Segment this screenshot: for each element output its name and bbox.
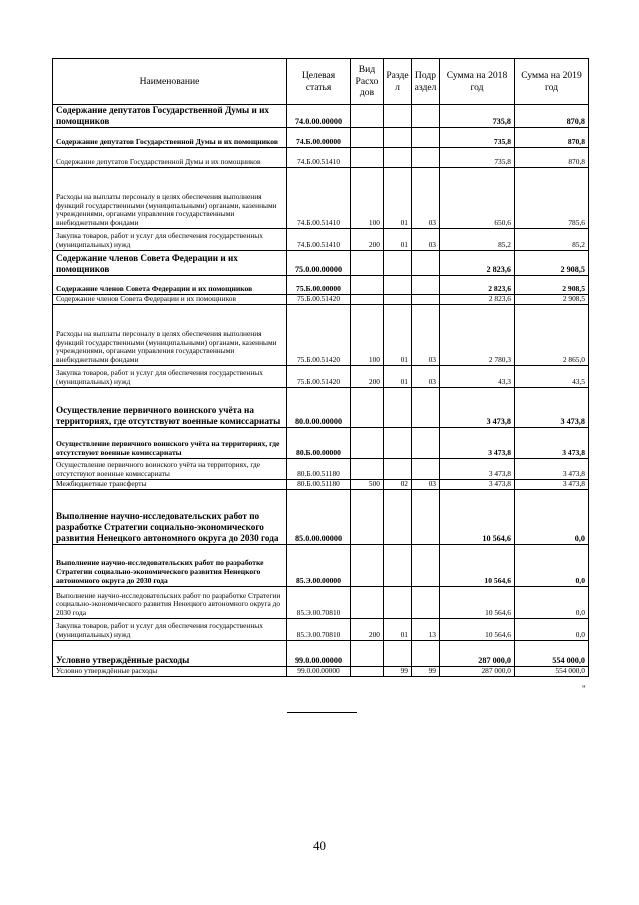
row-section: 02	[384, 479, 412, 489]
table-row	[53, 479, 589, 489]
row-type	[351, 250, 384, 275]
row-name: Осуществление первичного воинского учёта на территориях, где отсутствуют военные комиссариаты	[53, 427, 287, 458]
row-section	[384, 147, 412, 167]
row-sum-2018: 2 780,3	[440, 304, 515, 365]
row-sum-2019: 870,8	[515, 127, 589, 147]
row-sum-2018: 287 000,0	[440, 666, 515, 676]
row-target: 80.Б.00.00000	[287, 427, 351, 458]
row-section: 01	[384, 304, 412, 365]
row-type: 100	[351, 167, 384, 228]
row-type	[351, 666, 384, 676]
row-subsection	[412, 294, 440, 304]
row-name: Закупка товаров, работ и услуг для обеспечения государственных (муниципальных) нужд	[53, 365, 287, 387]
row-sum-2019: 870,8	[515, 105, 589, 128]
row-subsection	[412, 544, 440, 586]
table-row	[53, 458, 589, 479]
row-section	[384, 427, 412, 458]
row-sum-2018: 3 473,8	[440, 427, 515, 458]
row-section: 01	[384, 618, 412, 640]
row-sum-2018: 10 564,6	[440, 544, 515, 586]
row-type	[351, 544, 384, 586]
row-sum-2019: 870,8	[515, 147, 589, 167]
row-target: 74.Б.00.51410	[287, 147, 351, 167]
table-row	[53, 294, 589, 304]
row-sum-2019: 3 473,8	[515, 479, 589, 489]
row-name: Содержание депутатов Государственной Думы и их помощников	[53, 127, 287, 147]
row-sum-2018: 10 564,6	[440, 489, 515, 544]
row-sum-2019: 0,0	[515, 489, 589, 544]
row-type	[351, 105, 384, 128]
row-section	[384, 105, 412, 128]
row-name: Содержание членов Совета Федерации и их помощников	[53, 275, 287, 294]
row-section	[384, 640, 412, 666]
row-sum-2018: 3 473,8	[440, 479, 515, 489]
row-sum-2018: 2 823,6	[440, 294, 515, 304]
table-row	[53, 127, 589, 147]
header-row	[53, 59, 589, 105]
col-header-name: Наименование	[53, 59, 287, 105]
row-name: Закупка товаров, работ и услуг для обеспечения государственных (муниципальных) нужд	[53, 618, 287, 640]
row-target: 80.0.00.00000	[287, 387, 351, 427]
row-section: 01	[384, 228, 412, 250]
row-target: 75.Б.00.00000	[287, 275, 351, 294]
row-sum-2019: 2 908,5	[515, 275, 589, 294]
row-type	[351, 387, 384, 427]
row-subsection: 13	[412, 618, 440, 640]
row-section: 01	[384, 365, 412, 387]
row-target: 80.Б.00.51180	[287, 458, 351, 479]
row-sum-2018: 650,6	[440, 167, 515, 228]
table-row	[53, 387, 589, 427]
row-target: 74.Б.00.51410	[287, 228, 351, 250]
row-target: 85.Э.00.00000	[287, 544, 351, 586]
row-sum-2019: 43,5	[515, 365, 589, 387]
row-sum-2019: 3 473,8	[515, 458, 589, 479]
row-sum-2018: 2 823,6	[440, 250, 515, 275]
table-row	[53, 365, 589, 387]
row-sum-2018: 10 564,6	[440, 586, 515, 618]
row-type	[351, 427, 384, 458]
table-row	[53, 427, 589, 458]
end-of-table-mark: "	[582, 684, 586, 694]
row-target: 74.Б.00.51410	[287, 167, 351, 228]
row-name: Выполнение научно-исследовательских работ по разработке Стратегии социально-экономического развития Ненецкого автономного округа до 2030 года	[53, 586, 287, 618]
row-sum-2019: 0,0	[515, 586, 589, 618]
row-subsection	[412, 489, 440, 544]
row-sum-2018: 735,8	[440, 127, 515, 147]
row-target: 74.0.00.00000	[287, 105, 351, 128]
row-type	[351, 294, 384, 304]
row-name: Осуществление первичного воинского учёта на территориях, где отсутствуют военные комиссариаты	[53, 387, 287, 427]
row-subsection: 03	[412, 228, 440, 250]
row-subsection	[412, 250, 440, 275]
budget-table	[52, 58, 589, 677]
row-name: Выполнение научно-исследовательских работ по разработке Стратегии социально-экономического развития Ненецкого автономного округа до 2030 года	[53, 489, 287, 544]
row-subsection	[412, 640, 440, 666]
row-section	[384, 250, 412, 275]
row-sum-2018: 735,8	[440, 105, 515, 128]
row-name: Содержание членов Совета Федерации и их помощников	[53, 294, 287, 304]
row-type	[351, 489, 384, 544]
row-name: Закупка товаров, работ и услуг для обеспечения государственных (муниципальных) нужд	[53, 228, 287, 250]
row-section	[384, 294, 412, 304]
row-sum-2019: 0,0	[515, 544, 589, 586]
row-target: 85.Э.00.70810	[287, 586, 351, 618]
row-name: Расходы на выплаты персоналу в целях обеспечения выполнения функций государственными (муниципальными) органами, казенными учреждениями, органами управления государственными внебюджетными фондами	[53, 167, 287, 228]
table-row	[53, 275, 589, 294]
table-row	[53, 618, 589, 640]
row-subsection: 03	[412, 167, 440, 228]
page-number: 40	[313, 838, 326, 853]
row-type	[351, 127, 384, 147]
row-sum-2019: 785,6	[515, 167, 589, 228]
row-sum-2018: 85,2	[440, 228, 515, 250]
table-row	[53, 640, 589, 666]
row-subsection: 99	[412, 666, 440, 676]
col-header-subsection: Подр аздел	[412, 59, 440, 105]
row-name: Расходы на выплаты персоналу в целях обеспечения выполнения функций государственными (муниципальными) органами, казенными учреждениями, органами управления государственными внебюджетными фондами	[53, 304, 287, 365]
row-section	[384, 275, 412, 294]
row-sum-2019: 3 473,8	[515, 387, 589, 427]
row-name: Осуществление первичного воинского учёта на территориях, где отсутствуют военные комиссариаты	[53, 458, 287, 479]
row-name: Содержание членов Совета Федерации и их помощников	[53, 250, 287, 275]
table-row	[53, 304, 589, 365]
separator-line	[287, 712, 357, 713]
row-type: 500	[351, 479, 384, 489]
col-header-target: Целевая статья	[287, 59, 351, 105]
row-target: 75.Б.00.51420	[287, 304, 351, 365]
table-row	[53, 167, 589, 228]
row-sum-2019: 3 473,8	[515, 427, 589, 458]
row-sum-2019: 2 908,5	[515, 294, 589, 304]
row-target: 85.0.00.00000	[287, 489, 351, 544]
row-type: 200	[351, 365, 384, 387]
table-row	[53, 250, 589, 275]
row-section	[384, 586, 412, 618]
row-subsection	[412, 387, 440, 427]
row-name: Содержание депутатов Государственной Думы и их помощников	[53, 147, 287, 167]
row-type	[351, 458, 384, 479]
row-type	[351, 640, 384, 666]
col-header-sum-2019: Сумма на 2019 год	[515, 59, 589, 105]
row-target: 99.0.00.00000	[287, 666, 351, 676]
row-sum-2019: 554 000,0	[515, 666, 589, 676]
col-header-sum-2018: Сумма на 2018 год	[440, 59, 515, 105]
row-section	[384, 127, 412, 147]
table-row	[53, 228, 589, 250]
row-sum-2019: 2 908,5	[515, 250, 589, 275]
row-sum-2018: 3 473,8	[440, 458, 515, 479]
row-type	[351, 147, 384, 167]
row-target: 85.Э.00.70810	[287, 618, 351, 640]
table-row	[53, 586, 589, 618]
row-sum-2018: 10 564,6	[440, 618, 515, 640]
row-subsection	[412, 427, 440, 458]
row-subsection: 03	[412, 479, 440, 489]
row-target: 75.Б.00.51420	[287, 294, 351, 304]
row-subsection	[412, 147, 440, 167]
row-type: 200	[351, 618, 384, 640]
row-name: Межбюджетные трансферты	[53, 479, 287, 489]
row-sum-2018: 735,8	[440, 147, 515, 167]
table-row	[53, 147, 589, 167]
row-section: 99	[384, 666, 412, 676]
row-target: 75.Б.00.51420	[287, 365, 351, 387]
row-subsection	[412, 275, 440, 294]
row-sum-2018: 3 473,8	[440, 387, 515, 427]
row-name: Условно утверждённые расходы	[53, 640, 287, 666]
table-row	[53, 666, 589, 676]
row-name: Выполнение научно-исследовательских работ по разработке Стратегии социально-экономического развития Ненецкого автономного округа до 2030 года	[53, 544, 287, 586]
row-subsection	[412, 127, 440, 147]
row-type: 200	[351, 228, 384, 250]
row-subsection	[412, 105, 440, 128]
table-row	[53, 105, 589, 128]
row-name: Условно утверждённые расходы	[53, 666, 287, 676]
col-header-section: Разде л	[384, 59, 412, 105]
row-type: 100	[351, 304, 384, 365]
row-subsection: 03	[412, 304, 440, 365]
table-row	[53, 489, 589, 544]
row-sum-2019: 554 000,0	[515, 640, 589, 666]
row-section	[384, 489, 412, 544]
row-target: 80.Б.00.51180	[287, 479, 351, 489]
row-section	[384, 458, 412, 479]
col-header-type: Вид Расхо дов	[351, 59, 384, 105]
row-type	[351, 275, 384, 294]
row-subsection	[412, 458, 440, 479]
row-sum-2019: 0,0	[515, 618, 589, 640]
row-sum-2018: 2 823,6	[440, 275, 515, 294]
row-sum-2019: 85,2	[515, 228, 589, 250]
row-sum-2018: 43,3	[440, 365, 515, 387]
row-name: Содержание депутатов Государственной Думы и их помощников	[53, 105, 287, 128]
row-section: 01	[384, 167, 412, 228]
row-target: 99.0.00.00000	[287, 640, 351, 666]
row-section	[384, 544, 412, 586]
row-type	[351, 586, 384, 618]
row-section	[384, 387, 412, 427]
row-sum-2019: 2 865,0	[515, 304, 589, 365]
row-target: 74.Б.00.00000	[287, 127, 351, 147]
row-subsection	[412, 586, 440, 618]
table-row	[53, 544, 589, 586]
row-sum-2018: 287 000,0	[440, 640, 515, 666]
row-subsection: 03	[412, 365, 440, 387]
row-target: 75.0.00.00000	[287, 250, 351, 275]
